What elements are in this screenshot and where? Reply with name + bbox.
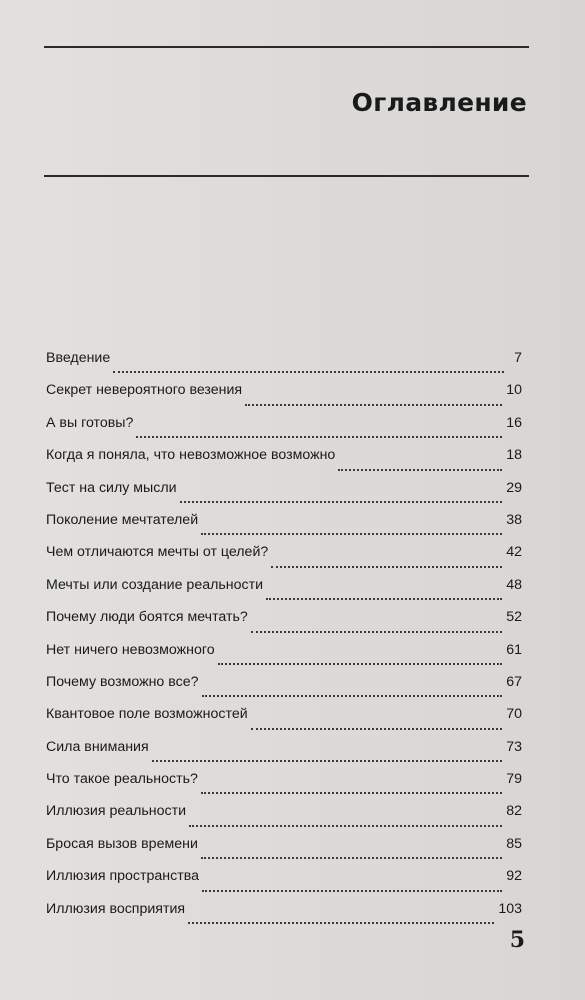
dot-leader bbox=[251, 728, 503, 730]
toc-entry-title: Иллюзия реальности bbox=[46, 803, 187, 820]
toc-entry-title: А вы готовы? bbox=[46, 414, 134, 431]
toc-entry-title: Почему возможно все? bbox=[46, 673, 199, 690]
toc-entry-title: Мечты или создание реальности bbox=[46, 576, 264, 593]
dot-leader bbox=[113, 371, 504, 373]
toc-entry-title: Нет ничего невозможного bbox=[46, 641, 215, 658]
toc-entry bbox=[46, 771, 522, 803]
dot-leader bbox=[245, 404, 502, 406]
dot-leader bbox=[201, 857, 502, 859]
dot-leader bbox=[180, 501, 503, 503]
toc-entry-page: 73 bbox=[506, 738, 522, 755]
toc-entry bbox=[46, 480, 522, 512]
toc-entry-title: Секрет невероятного везения bbox=[46, 382, 243, 399]
toc-entry bbox=[46, 382, 522, 414]
toc-entry-title: Почему люди боятся мечтать? bbox=[46, 609, 248, 626]
toc-entry bbox=[46, 350, 522, 382]
page-number: 5 bbox=[509, 927, 525, 953]
toc-entry-page: 52 bbox=[506, 609, 522, 626]
toc-entry bbox=[46, 609, 522, 641]
toc-entry-page: 85 bbox=[506, 835, 522, 852]
toc-entry bbox=[46, 544, 522, 576]
toc-entry-title: Квантовое поле возможностей bbox=[46, 706, 248, 723]
toc-entry-title: Введение bbox=[46, 350, 111, 366]
page-title: Оглавление bbox=[351, 88, 527, 117]
dot-leader bbox=[338, 469, 502, 471]
toc-entry-page: 67 bbox=[506, 673, 522, 690]
toc-entry bbox=[46, 836, 522, 868]
toc-entry-page: 18 bbox=[506, 447, 522, 464]
top-rule bbox=[44, 46, 529, 48]
toc-entry bbox=[46, 706, 522, 738]
dot-leader bbox=[201, 533, 502, 535]
toc-entry-title: Тест на силу мысли bbox=[46, 479, 177, 496]
dot-leader bbox=[152, 760, 503, 762]
toc-entry bbox=[46, 415, 522, 447]
toc-entry-page: 29 bbox=[506, 479, 522, 496]
toc-entry-title: Иллюзия пространства bbox=[46, 868, 199, 885]
toc-entry-page: 7 bbox=[514, 350, 522, 366]
toc-entry-title: Поколение мечтателей bbox=[46, 511, 199, 528]
dot-leader bbox=[218, 663, 503, 665]
toc-entry bbox=[46, 803, 522, 835]
dot-leader bbox=[202, 890, 502, 892]
toc-entry bbox=[46, 447, 522, 479]
toc-entry-page: 38 bbox=[506, 511, 522, 528]
toc-entry-page: 48 bbox=[506, 576, 522, 593]
dot-leader bbox=[202, 695, 503, 697]
toc-entry bbox=[46, 901, 522, 933]
toc-entry bbox=[46, 739, 522, 771]
toc-entry bbox=[46, 674, 522, 706]
toc-entry-page: 103 bbox=[498, 900, 522, 917]
table-of-contents bbox=[46, 350, 522, 933]
dot-leader bbox=[266, 598, 502, 600]
toc-entry-title: Когда я поняла, что невозможное возможно bbox=[46, 447, 336, 464]
toc-entry-page: 42 bbox=[506, 544, 522, 561]
toc-entry bbox=[46, 577, 522, 609]
dot-leader bbox=[136, 436, 502, 438]
dot-leader bbox=[271, 566, 502, 568]
dot-leader bbox=[251, 631, 502, 633]
toc-entry-page: 82 bbox=[506, 803, 522, 820]
toc-entry bbox=[46, 868, 522, 900]
toc-entry-title: Сила внимания bbox=[46, 738, 149, 755]
dot-leader bbox=[189, 825, 502, 827]
toc-entry-title: Иллюзия восприятия bbox=[46, 900, 186, 917]
toc-entry-page: 70 bbox=[506, 706, 522, 723]
toc-entry-page: 92 bbox=[506, 868, 522, 885]
toc-entry-title: Бросая вызов времени bbox=[46, 835, 198, 852]
dot-leader bbox=[201, 792, 502, 794]
toc-entry-title: Что такое реальность? bbox=[46, 771, 198, 788]
toc-entry-page: 61 bbox=[506, 641, 522, 658]
toc-entry-page: 10 bbox=[506, 382, 522, 399]
dot-leader bbox=[188, 922, 494, 924]
bottom-rule bbox=[44, 175, 529, 177]
toc-entry-page: 79 bbox=[506, 771, 522, 788]
toc-entry-title: Чем отличаются мечты от целей? bbox=[46, 544, 269, 561]
toc-entry bbox=[46, 642, 522, 674]
toc-entry-page: 16 bbox=[506, 414, 522, 431]
toc-entry bbox=[46, 512, 522, 544]
